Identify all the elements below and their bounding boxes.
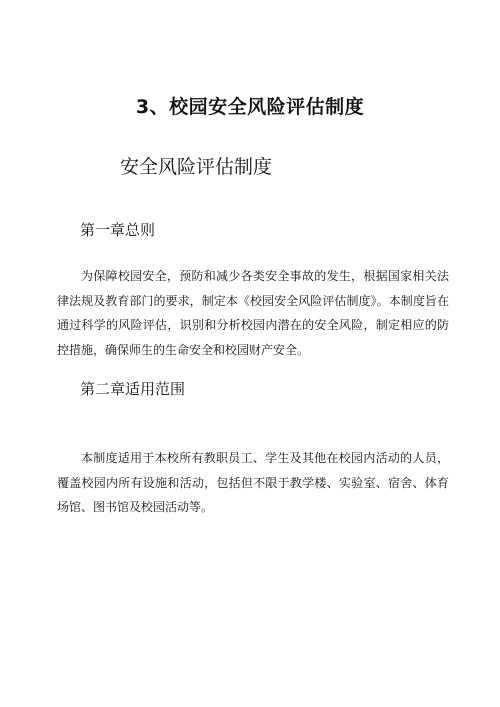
chapter-1-paragraph: 为保障校园安全，预防和减少各类安全事故的发生，根据国家相关法律法规及教育部门的要求，制定本《校园安全风险评估制度》。本制度旨在通过科学的风险评估，识别和分析校园内潜在的安全风险，制定相应的防控措施，确保师生的生命安全和校园财产安全。	[57, 269, 449, 357]
document-title: 3、校园安全风险评估制度	[135, 96, 365, 118]
document-subtitle: 安全风险评估制度	[120, 156, 273, 178]
chapter-2-heading: 第二章适用范围	[80, 380, 186, 398]
chapter-2-paragraph: 本制度适用于本校所有教职员工、学生及其他在校园内活动的人员，覆盖校园内所有设施和活动，包括但不限于教学楼、实验室、宿舍、体育场馆、图书馆及校园活动等。	[57, 451, 449, 514]
chapter-1-heading: 第一章总则	[80, 221, 156, 239]
